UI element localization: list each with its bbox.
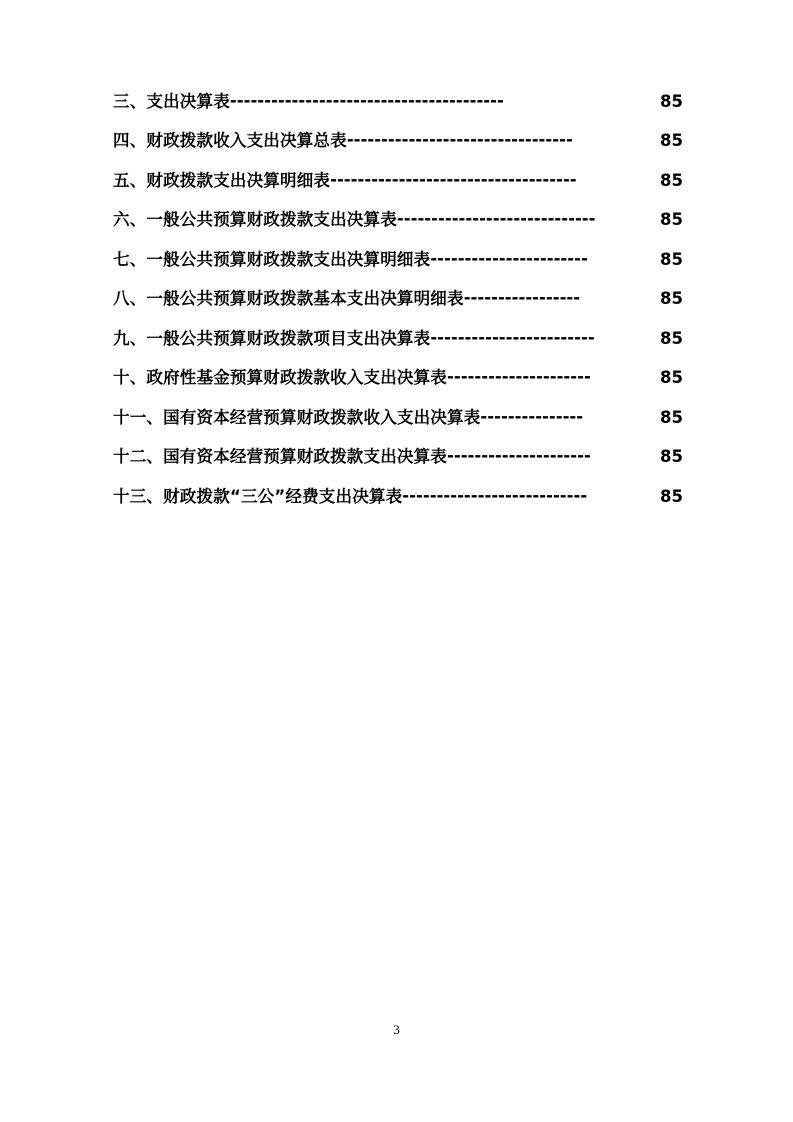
toc-leader-dots: ----------------------- bbox=[430, 249, 588, 268]
page-number: 3 bbox=[393, 1022, 400, 1037]
toc-leader-dots: --------------------------- bbox=[402, 486, 588, 505]
toc-leader-dots: ------------------------------------ bbox=[330, 170, 577, 189]
table-of-contents bbox=[113, 93, 683, 527]
toc-leader-dots: ---------------------------------------- bbox=[229, 92, 504, 110]
toc-entry-title: 三、支出决算表 bbox=[113, 92, 230, 111]
toc-entry-title: 十、政府性基金预算财政拨款收入支出决算表 bbox=[113, 368, 447, 388]
toc-leader-dots: ----------------- bbox=[463, 289, 581, 308]
toc-entry[interactable] bbox=[113, 132, 683, 151]
toc-entry-page: 85 bbox=[660, 249, 683, 269]
toc-entry-page: 85 bbox=[660, 447, 683, 467]
toc-entry-title: 九、一般公共预算财政拨款项目支出决算表 bbox=[113, 328, 431, 348]
toc-entry-title: 十三、财政拨款“三公”经费支出决算表 bbox=[113, 486, 403, 506]
toc-leader-dots: ----------------------------- bbox=[396, 210, 596, 229]
toc-leader-dots: --------------------- bbox=[447, 447, 591, 466]
toc-entry[interactable] bbox=[113, 172, 683, 191]
toc-entry-title: 十一、国有资本经营预算财政拨款收入支出决算表 bbox=[113, 407, 481, 427]
toc-entry-title: 四、财政拨款收入支出决算总表 bbox=[113, 131, 347, 151]
toc-entry[interactable] bbox=[113, 211, 683, 230]
toc-entry[interactable] bbox=[113, 409, 683, 428]
toc-leader-dots: --------------- bbox=[480, 407, 584, 426]
toc-entry-page: 85 bbox=[660, 170, 683, 190]
toc-entry-page: 85 bbox=[660, 407, 683, 427]
toc-entry[interactable] bbox=[113, 448, 683, 467]
toc-entry-title: 五、财政拨款支出决算明细表 bbox=[113, 170, 331, 190]
toc-entry-page: 85 bbox=[660, 289, 683, 309]
toc-entry[interactable] bbox=[113, 488, 683, 507]
toc-entry-page: 85 bbox=[660, 368, 683, 388]
toc-entry-title: 六、一般公共预算财政拨款支出决算表 bbox=[113, 210, 397, 230]
toc-entry[interactable] bbox=[113, 251, 683, 270]
toc-leader-dots: --------------------------------- bbox=[346, 131, 573, 150]
toc-entry-page: 85 bbox=[660, 328, 683, 348]
toc-leader-dots: ------------------------ bbox=[430, 328, 595, 347]
toc-entry[interactable] bbox=[113, 290, 683, 309]
toc-entry-title: 八、一般公共预算财政拨款基本支出决算明细表 bbox=[113, 289, 464, 309]
toc-entry-page: 85 bbox=[660, 131, 683, 151]
toc-entry[interactable] bbox=[113, 330, 683, 349]
toc-entry-title: 七、一般公共预算财政拨款支出决算明细表 bbox=[113, 249, 431, 269]
toc-entry[interactable] bbox=[113, 93, 683, 112]
toc-entry-page: 85 bbox=[660, 486, 683, 506]
toc-entry-page: 85 bbox=[660, 210, 683, 230]
toc-entry-page: 85 bbox=[660, 92, 683, 111]
toc-entry[interactable] bbox=[113, 369, 683, 388]
toc-entry-title: 十二、国有资本经营预算财政拨款支出决算表 bbox=[113, 447, 447, 467]
toc-leader-dots: --------------------- bbox=[447, 368, 591, 387]
